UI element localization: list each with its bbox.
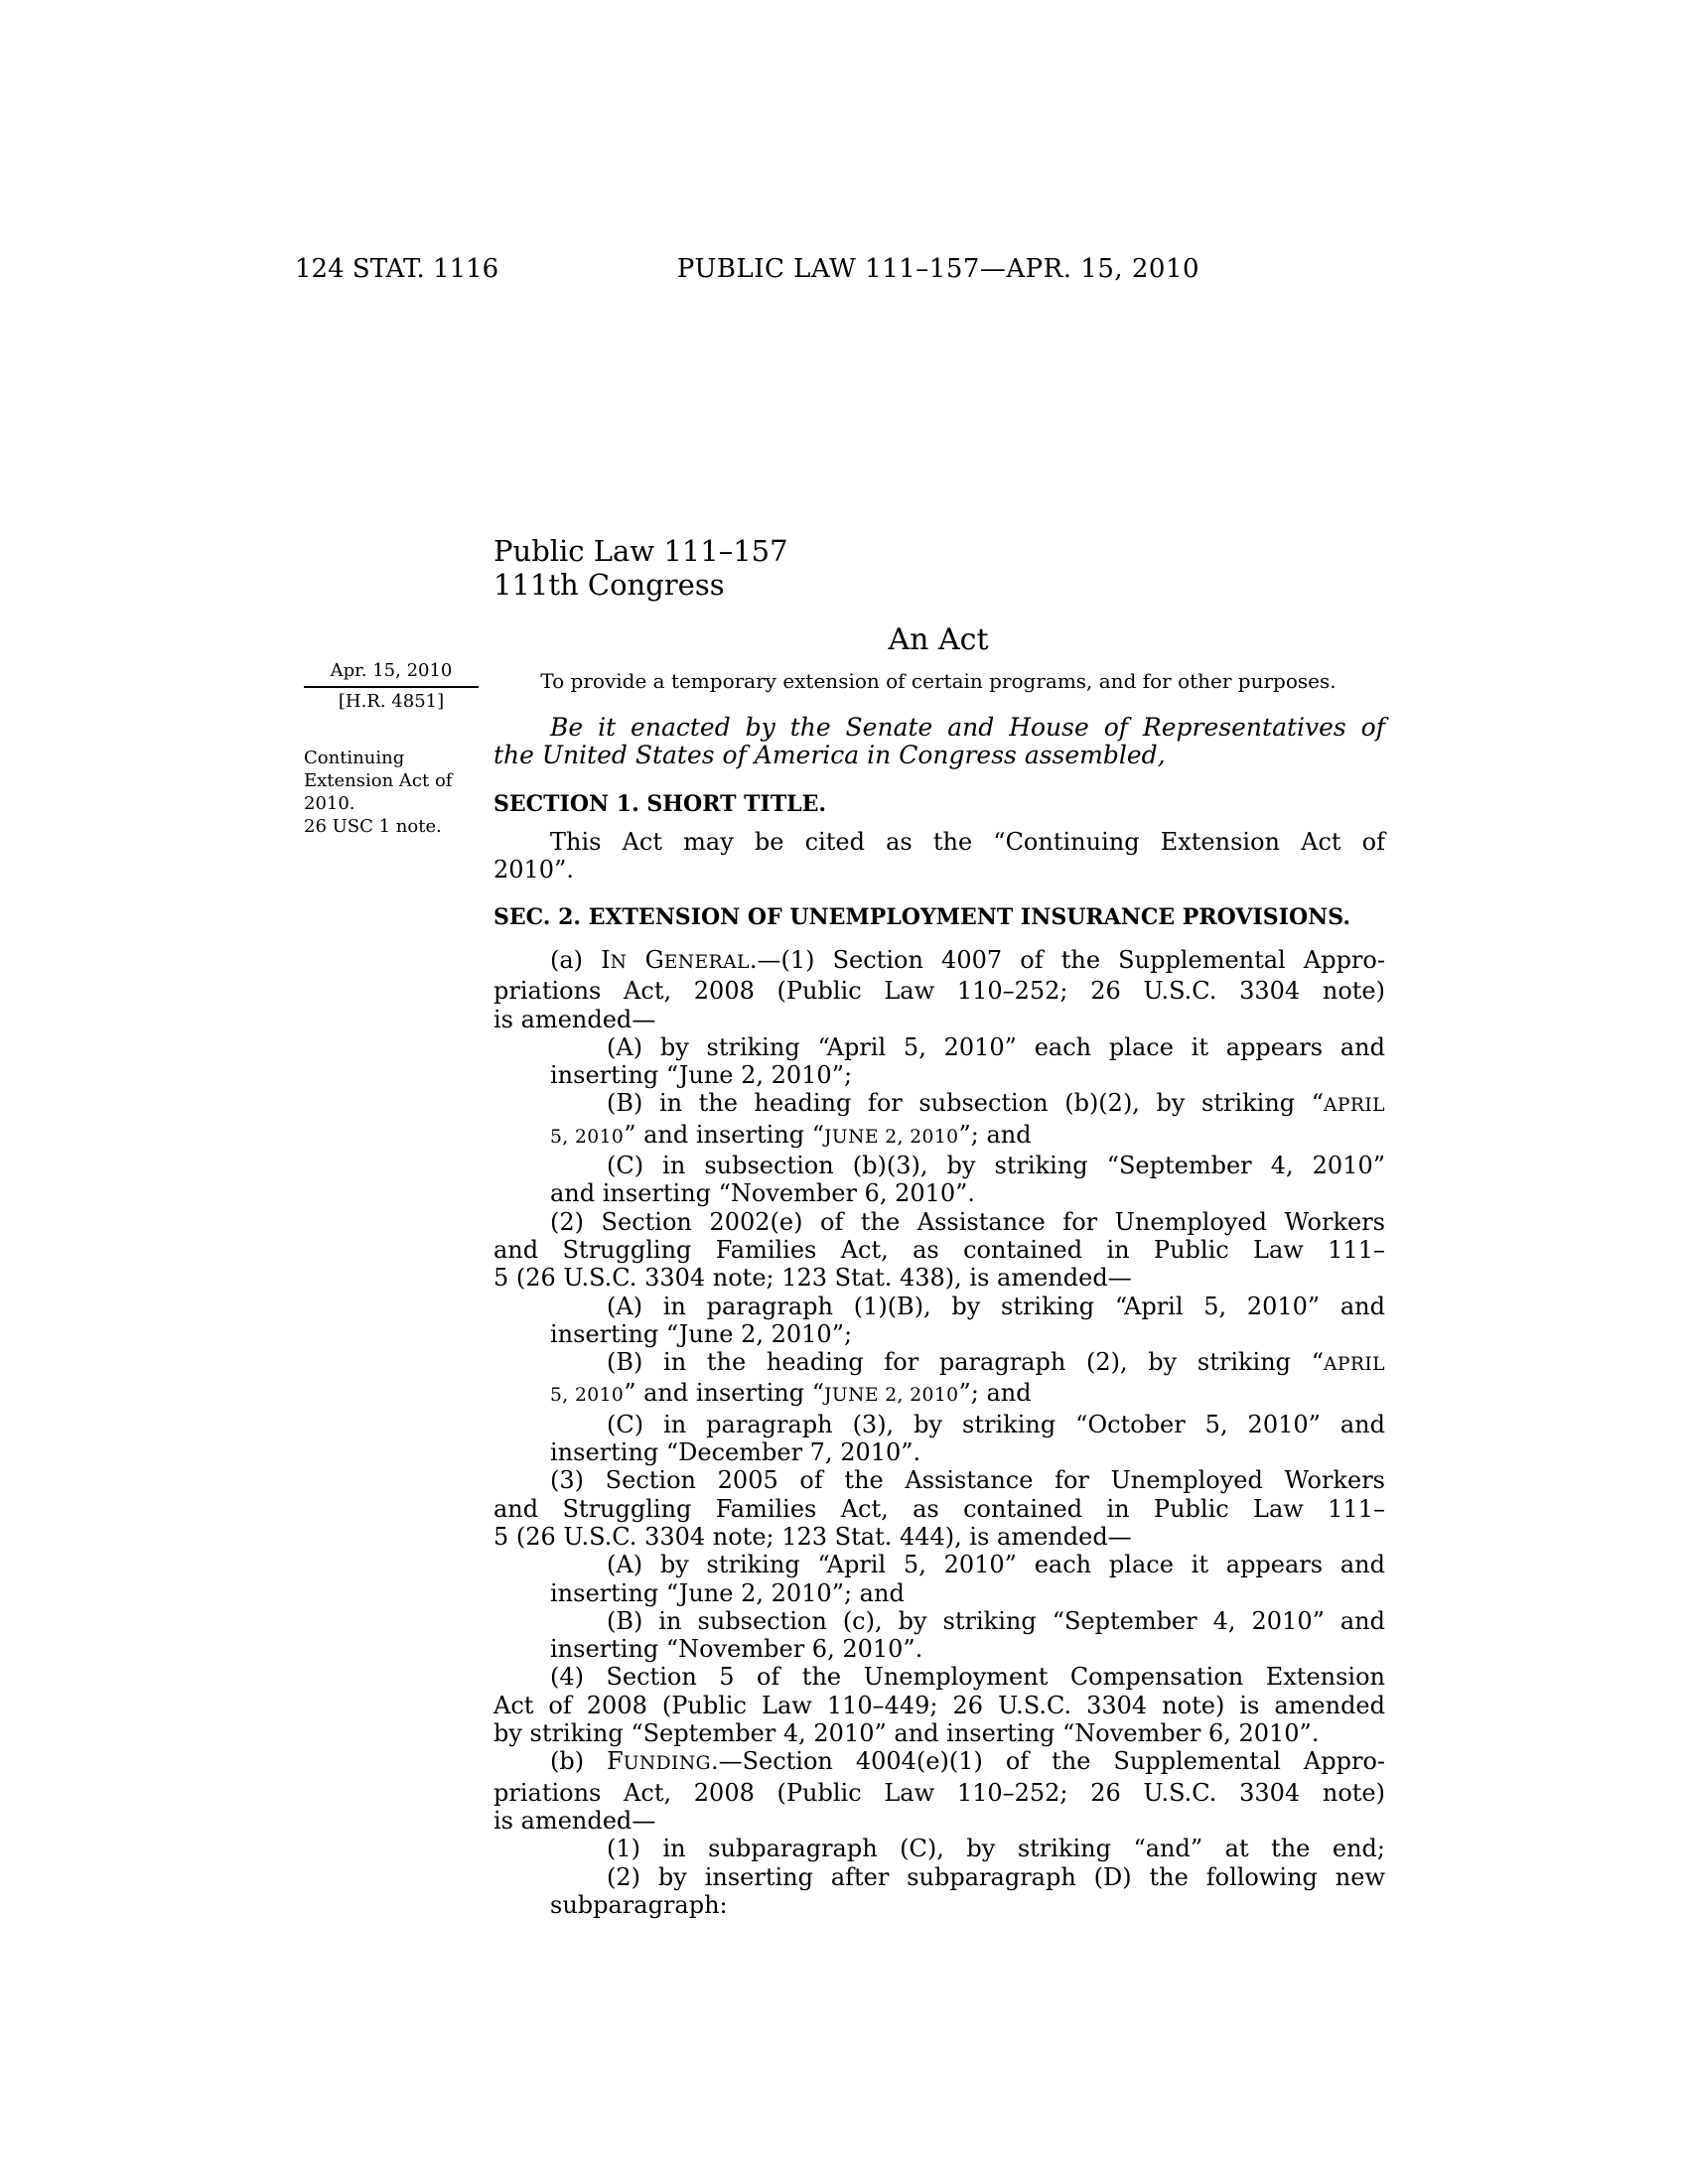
statute-line (493, 1523, 1385, 1551)
statute-line (493, 1293, 1385, 1320)
statute-line (493, 1438, 1385, 1466)
text-run: is amended— (493, 1005, 656, 1033)
text-run: (A) by striking “April 5, 2010” each place it appears and (607, 1551, 1385, 1579)
text-run: (B) in subsection (c), by striking “September 4, 2010” and (607, 1606, 1385, 1635)
text-run: (A) by striking “April 5, 2010” each place it appears and (607, 1032, 1385, 1061)
statute-line (493, 1379, 1385, 1410)
statute-line (493, 1089, 1385, 1120)
statute-line (493, 1692, 1385, 1719)
text-run: This Act may be cited as the “Continuing Extension Act of (550, 828, 1385, 856)
section-1-heading: SECTION 1. SHORT TITLE. (493, 791, 827, 817)
section-2-body (493, 946, 1385, 1919)
statute-line (493, 1033, 1385, 1061)
act-heading: An Act (888, 622, 989, 657)
statute-line (493, 1495, 1385, 1523)
statute-line (493, 1719, 1385, 1747)
text-run: Be it enacted by the Senate and House of Representatives of (550, 713, 1385, 742)
statute-line (493, 1635, 1385, 1663)
small-caps-run: 5, 2010 (550, 1385, 625, 1407)
text-run: (3) Section 2005 of the Assistance for Unemployed Workers (550, 1466, 1385, 1495)
text-run: (2) by inserting after subparagraph (D) the following new (607, 1862, 1385, 1891)
statute-line (493, 828, 1385, 856)
statute-line (493, 856, 1385, 884)
text-run: (C) in subsection (b)(3), by striking “September 4, 2010” (607, 1152, 1385, 1180)
stat-citation: 124 STAT. 1116 (295, 254, 499, 284)
statute-line (493, 1807, 1385, 1835)
statute-line (493, 1579, 1385, 1607)
text-run: G (627, 946, 664, 974)
public-law-running-header: PUBLIC LAW 111–157—APR. 15, 2010 (676, 254, 1200, 284)
text-run: .—(1) Section 4007 of the Supplemental Appro- (749, 946, 1385, 974)
short-title-margin-note (304, 747, 492, 838)
text-run: inserting “June 2, 2010”; (550, 1061, 853, 1090)
statute-line (493, 1779, 1385, 1807)
text-run: ” and inserting “ (624, 1379, 825, 1408)
enacting-clause (493, 714, 1385, 770)
text-run: subparagraph: (550, 1890, 728, 1919)
statute-line (493, 1466, 1385, 1494)
section-2-heading: SEC. 2. EXTENSION OF UNEMPLOYMENT INSURANCE PROVISIONS. (493, 904, 1350, 930)
margin-note-line: 26 USC 1 note. (304, 816, 442, 837)
text-run: (b) F (550, 1747, 624, 1776)
text-run: (B) in the heading for subsection (b)(2), by striking “ (607, 1089, 1325, 1118)
small-caps-run: JUNE 2, 2010 (824, 1126, 959, 1148)
approval-date: Apr. 15, 2010 (304, 659, 479, 688)
statute-line (493, 1264, 1385, 1292)
statute-line (493, 1006, 1385, 1033)
statute-line (493, 1551, 1385, 1578)
text-run: Act of 2008 (Public Law 110–449; 26 U.S.C. 3304 note) is amended (493, 1691, 1385, 1719)
statute-line (493, 1863, 1385, 1891)
small-caps-run: N (610, 952, 628, 973)
statute-line (493, 714, 1385, 742)
small-caps-run: ENERAL (663, 952, 750, 973)
small-caps-run: APRIL (1324, 1354, 1385, 1376)
section-1-body (493, 828, 1385, 885)
small-caps-run: 5, 2010 (550, 1126, 625, 1148)
statute-line (493, 1835, 1385, 1862)
statute-line (493, 1320, 1385, 1348)
bill-number: [H.R. 4851] (338, 691, 445, 712)
statute-line (493, 1891, 1385, 1919)
statute-line (493, 1121, 1385, 1152)
statute-line (493, 742, 1385, 769)
text-run: and Struggling Families Act, as contained in Public Law 111– (493, 1494, 1385, 1523)
congress-line: 111th Congress (493, 568, 725, 602)
text-run: (B) in the heading for paragraph (2), by striking “ (607, 1348, 1325, 1377)
statute-line (493, 1179, 1385, 1207)
text-run: inserting “December 7, 2010”. (550, 1438, 921, 1467)
margin-note-line: 2010. (304, 793, 355, 814)
text-run: (C) in paragraph (3), by striking “October 5, 2010” and (607, 1410, 1385, 1438)
statute-line (493, 977, 1385, 1005)
statute-line (493, 1607, 1385, 1635)
text-run: ”; and (958, 1120, 1032, 1149)
text-run: by striking “September 4, 2010” and inserting “November 6, 2010”. (493, 1719, 1320, 1748)
public-law-number: Public Law 111–157 (493, 534, 788, 568)
text-run: inserting “June 2, 2010”; and (550, 1578, 905, 1607)
text-run: inserting “June 2, 2010”; (550, 1319, 853, 1348)
text-run: ” and inserting “ (624, 1120, 825, 1149)
statute-line (493, 1348, 1385, 1379)
text-run: (2) Section 2002(e) of the Assistance for Unemployed Workers (550, 1207, 1385, 1236)
text-run: ”; and (958, 1379, 1032, 1408)
small-caps-run: UNDING (623, 1753, 711, 1775)
statute-line (493, 1663, 1385, 1691)
statute-line (493, 946, 1385, 977)
text-run: and inserting “November 6, 2010”. (550, 1179, 976, 1208)
text-run: .—Section 4004(e)(1) of the Supplemental Appro- (710, 1747, 1385, 1776)
statute-line (493, 1747, 1385, 1778)
margin-note-line: Extension Act of (304, 770, 453, 791)
statute-line (493, 1061, 1385, 1089)
text-run: is amended— (493, 1806, 656, 1835)
text-run: 2010”. (493, 856, 574, 885)
purpose-line: To provide a temporary extension of certain programs, and for other purposes. (540, 669, 1336, 693)
text-run: inserting “November 6, 2010”. (550, 1635, 923, 1664)
statute-line (493, 1208, 1385, 1236)
text-run: 5 (26 U.S.C. 3304 note; 123 Stat. 438), is amended— (493, 1264, 1132, 1293)
text-run: and Struggling Families Act, as contained in Public Law 111– (493, 1235, 1385, 1264)
statute-line (493, 1411, 1385, 1438)
law-title-block (493, 534, 788, 602)
text-run: (1) in subparagraph (C), by striking “and” at the end; (607, 1835, 1385, 1863)
margin-date-block (304, 659, 479, 714)
text-run: (A) in paragraph (1)(B), by striking “April 5, 2010” and (607, 1292, 1385, 1320)
small-caps-run: APRIL (1324, 1095, 1385, 1117)
text-run: the United States of America in Congress assembled, (493, 741, 1166, 770)
text-run: priations Act, 2008 (Public Law 110–252; 26 U.S.C. 3304 note) (493, 1778, 1385, 1807)
margin-note-line: Continuing (304, 748, 405, 768)
text-run: (a) I (550, 946, 611, 974)
statute-line (493, 1236, 1385, 1264)
statute-line (493, 1152, 1385, 1179)
text-run: (4) Section 5 of the Unemployment Compensation Extension (550, 1663, 1385, 1692)
text-run: priations Act, 2008 (Public Law 110–252; 26 U.S.C. 3304 note) (493, 977, 1385, 1006)
small-caps-run: JUNE 2, 2010 (824, 1385, 959, 1407)
text-run: 5 (26 U.S.C. 3304 note; 123 Stat. 444), is amended— (493, 1522, 1132, 1551)
